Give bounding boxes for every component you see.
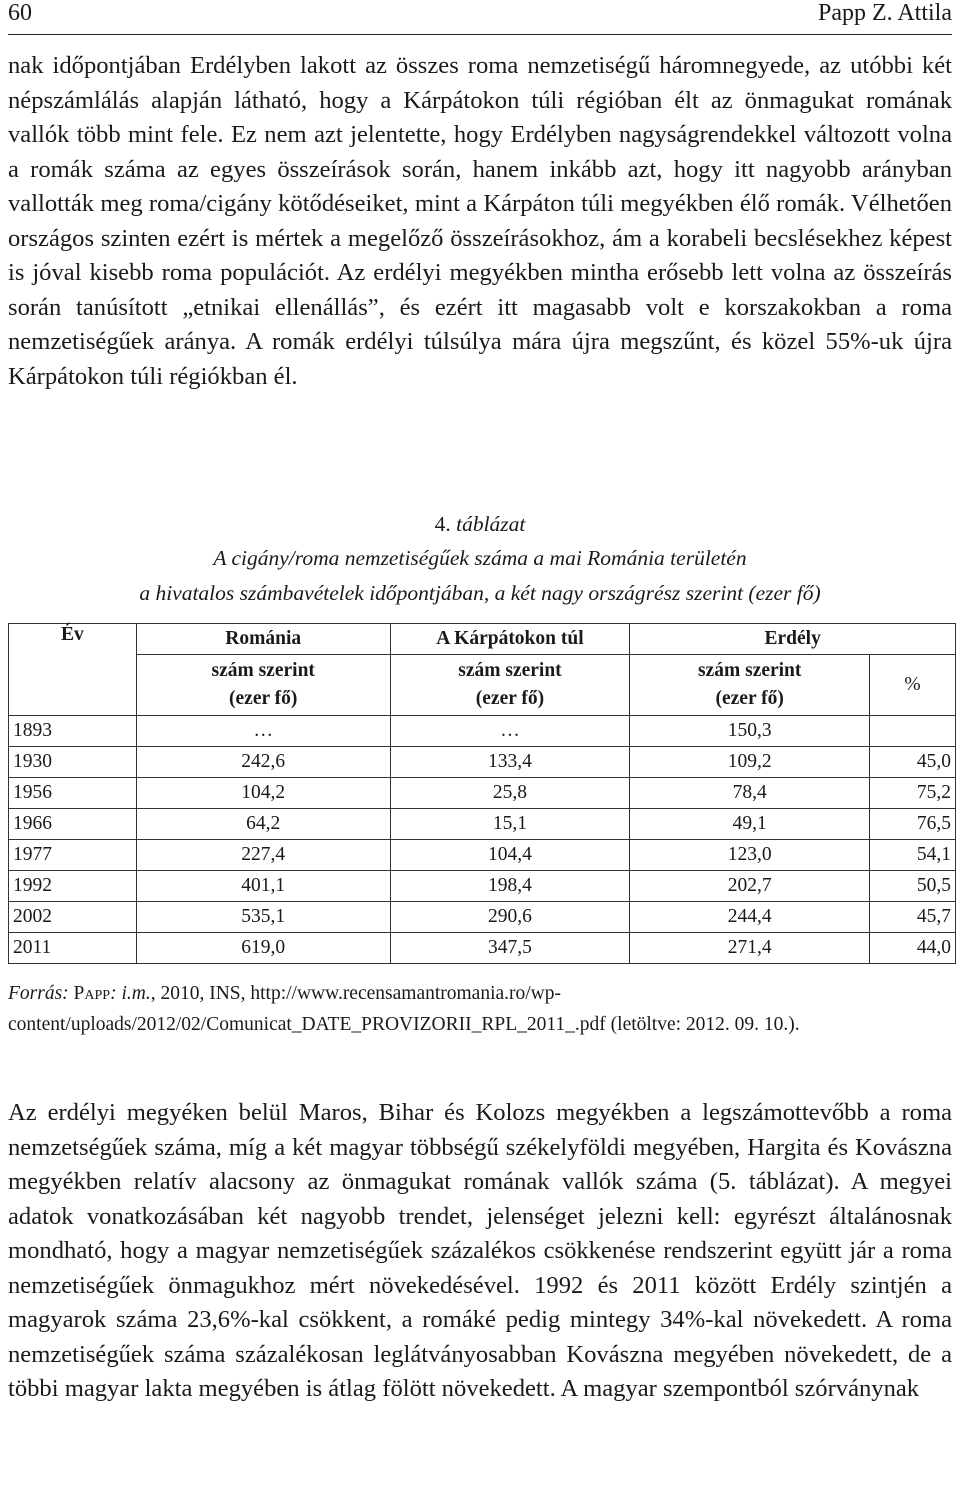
table-number: 4. [434, 512, 451, 536]
cell-romania: 401,1 [136, 871, 390, 902]
cell-year: 1893 [9, 716, 137, 747]
cell-romania: 242,6 [136, 747, 390, 778]
table-row [9, 871, 956, 902]
cell-percent: 44,0 [870, 933, 956, 964]
table-row [9, 747, 956, 778]
header-carpathians: A Kárpátokon túl [390, 624, 630, 655]
header-transylvania: Erdély [630, 624, 956, 655]
table-row [9, 933, 956, 964]
cell-transylvania: 123,0 [630, 840, 870, 871]
table-row [9, 840, 956, 871]
cell-carpathians: 198,4 [390, 871, 630, 902]
header-year: Év [9, 624, 137, 716]
subheader-unit: (ezer fő) [715, 688, 784, 709]
cell-carpathians: 133,4 [390, 747, 630, 778]
source-label: Forrás: [8, 983, 69, 1004]
table-header-row [9, 624, 956, 655]
cell-year: 1930 [9, 747, 137, 778]
subheader-percent: % [870, 655, 956, 716]
table-caption-title [0, 507, 960, 542]
cell-transylvania: 271,4 [630, 933, 870, 964]
subheader-carpathians [390, 655, 630, 716]
cell-year: 1977 [9, 840, 137, 871]
roma-population-table [8, 623, 956, 964]
cell-percent: 54,1 [870, 840, 956, 871]
cell-year: 1966 [9, 809, 137, 840]
cell-romania: 535,1 [136, 902, 390, 933]
cell-year: 2002 [9, 902, 137, 933]
table-row [9, 902, 956, 933]
cell-romania: 227,4 [136, 840, 390, 871]
subheader-romania [136, 655, 390, 716]
cell-transylvania: 244,4 [630, 902, 870, 933]
source-author: Papp [73, 983, 111, 1004]
subheader-label: szám szerint [211, 660, 315, 681]
table-row [9, 809, 956, 840]
cell-romania: 64,2 [136, 809, 390, 840]
cell-year: 1956 [9, 778, 137, 809]
cell-percent: 45,7 [870, 902, 956, 933]
cell-percent [870, 716, 956, 747]
cell-romania: 619,0 [136, 933, 390, 964]
cell-romania: … [136, 716, 390, 747]
cell-year: 2011 [9, 933, 137, 964]
subheader-unit: (ezer fő) [475, 688, 545, 709]
cell-transylvania: 109,2 [630, 747, 870, 778]
subheader-unit: (ezer fő) [229, 688, 298, 709]
cell-transylvania: 202,7 [630, 871, 870, 902]
cell-year: 1992 [9, 871, 137, 902]
cell-percent: 75,2 [870, 778, 956, 809]
cell-percent: 50,5 [870, 871, 956, 902]
cell-carpathians: 347,5 [390, 933, 630, 964]
header-romania: Románia [136, 624, 390, 655]
cell-percent: 76,5 [870, 809, 956, 840]
body-paragraph-2: Az erdélyi megyéken belül Maros, Bihar és Kolozs megyékben a legszámottevőbb a roma nemzetségűek száma, míg a két magyar többségű székelyföldi megyében, Hargita és Kovászna megyékben relatív alacsony az önmagukat romának vallók száma (5. táblázat). A megyei adatok vonatkozásában két nagyobb trendet, jelenséget jelezni kell: egyrészt általánosnak mondható, hogy a magyar nemzetiségűek százalékos csökkenése rendszerint együtt jár a roma nemzetiségűek önmagukhoz mért növekedésével. 1992 és 2011 között Erdély szintjén a magyarok száma 23,6%-kal csökkent, a romáké pedig mintegy 34%-kal növekedett. A roma nemzetiségűek száma százalékosan leglátványosabban Kovászna megyében növekedett, de a többi magyar lakta megyében is átlag fölött növekedett. A magyar szempontból szórványnak [8, 1099, 952, 1402]
table-row [9, 778, 956, 809]
cell-romania: 104,2 [136, 778, 390, 809]
cell-carpathians: … [390, 716, 630, 747]
cell-carpathians: 15,1 [390, 809, 630, 840]
cell-transylvania: 150,3 [630, 716, 870, 747]
running-head-author: Papp Z. Attila [818, 0, 952, 26]
cell-carpathians: 290,6 [390, 902, 630, 933]
table-row [9, 716, 956, 747]
page-number: 60 [8, 0, 32, 26]
cell-percent: 45,0 [870, 747, 956, 778]
cell-carpathians: 104,4 [390, 840, 630, 871]
table-subheader-row [9, 655, 956, 716]
source-reference: : i.m. [110, 983, 151, 1004]
source-text: , 2010, INS, http://www.recensamantromania.ro/wp-content/uploads/2012/02/Comunicat_DATE_PROVIZORII_RPL_2011_.pdf (letöltve: 2012. 09. 10.). [8, 983, 800, 1035]
subheader-label: szám szerint [697, 660, 802, 681]
cell-carpathians: 25,8 [390, 778, 630, 809]
body-paragraph-1: nak időpontjában Erdélyben lakott az összes roma nemzetiségű háromnegyede, az utóbbi két népszámlálás alapján látható, hogy a Kárpátokon túli régióban élt az önmagukat romának vallók több mint fele. Ez nem azt jelentette, hogy Erdélyben nagyságrendekkel változott volna a romák száma az egyes összeírások során, hanem inkább azt, hogy itt nagyobb arányban vallották meg roma/cigány kötődéseiket, mint a Kárpáton túli megyékben élő romák. Vélhetően országos szinten ezért is mértek a megelőző összeírásokhoz, ám a korabeli becslésekhez képest is jóval kisebb roma populációt. Az erdélyi megyékben mintha erősebb lett volna az összeírás során tanúsított „etnikai ellenállás”, és ezért itt magasabb volt e korszakokban a roma nemzetiségűek aránya. A romák erdélyi túlsúlya mára újra megszűnt, és közel 55%-uk újra Kárpátokon túli régiókban él. [8, 52, 952, 390]
subheader-label: szám szerint [458, 660, 562, 681]
table-caption-line-2: a hivatalos számbavételek időpontjában, a két nagy országrész szerint (ezer fő) [139, 581, 821, 605]
cell-transylvania: 49,1 [630, 809, 870, 840]
cell-transylvania: 78,4 [630, 778, 870, 809]
subheader-transylvania [630, 655, 870, 716]
table-source-note [8, 978, 952, 1040]
page-header [8, 0, 952, 35]
table-caption-line-1: A cigány/roma nemzetiségűek száma a mai Románia területén [213, 546, 747, 570]
table-label: táblázat [456, 512, 526, 536]
